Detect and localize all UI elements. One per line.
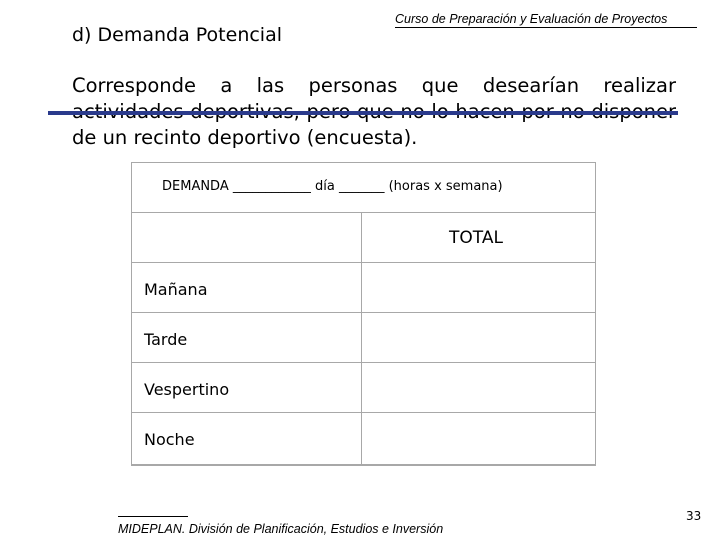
body-paragraph: Corresponde a las personas que desearían realizar de un recinto deportivo (encuesta). [72, 74, 676, 149]
demand-table [131, 162, 596, 466]
section-title: d) Demanda Potencial [72, 24, 283, 46]
accent-rule [48, 111, 678, 115]
table-row [132, 363, 595, 413]
row-label-tarde: Tarde [144, 330, 188, 349]
row-label-vespertino: Vespertino [144, 380, 230, 399]
page-number: 33 [686, 509, 702, 523]
footer-text: MIDEPLAN. División de Planificación, Estudios e Inversión [118, 522, 444, 536]
total-column-label: TOTAL [449, 228, 503, 248]
table-row [132, 263, 595, 313]
course-header: Curso de Preparación y Evaluación de Proyectos [395, 12, 697, 28]
footer-rule [118, 516, 188, 517]
table-row-blank [132, 213, 595, 263]
row-label-manana: Mañana [144, 280, 208, 299]
table-header-row [132, 163, 595, 213]
table-row [132, 413, 595, 463]
table-header-text: DEMANDA ____________ día _______ (horas x semana) [162, 179, 503, 194]
row-label-noche: Noche [144, 430, 195, 449]
table-row [132, 313, 595, 363]
